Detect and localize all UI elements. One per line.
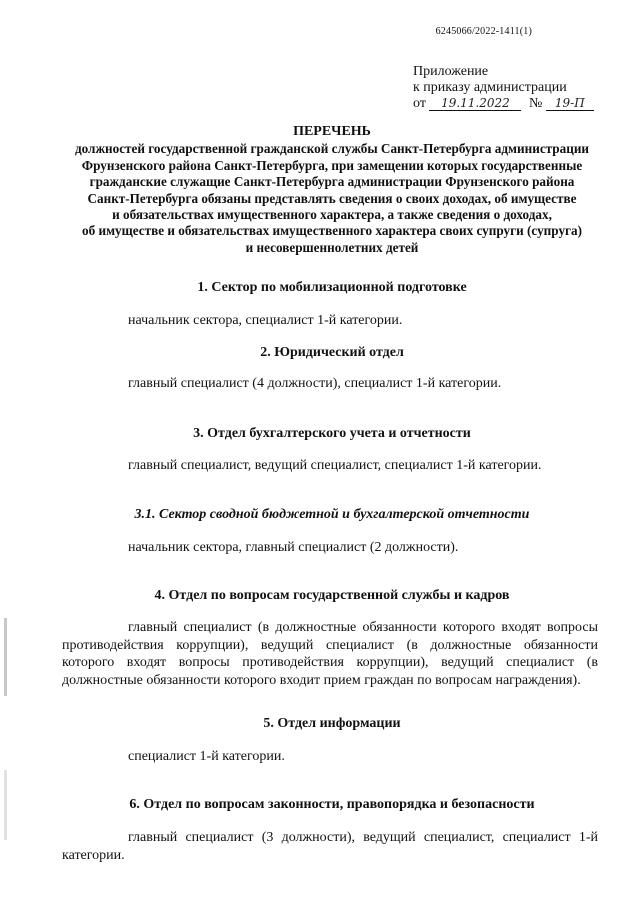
title-heading: ПЕРЕЧЕНЬ	[293, 124, 371, 139]
appendix-line-1: Приложение	[413, 64, 489, 79]
number-prefix: №	[528, 96, 543, 111]
section-2-heading: 2. Юридический отдел	[260, 345, 404, 360]
title-line: должностей государственной гражданской службы Санкт-Петербурга администрации	[74, 141, 590, 157]
section-4-positions: главный специалист (в должностные обязанности которого входят вопросы противодействия коррупции), ведущий специалист (в должностные обязанности которого входят вопросы противодействия коррупции), ведущий специалист (в должностные обязанности которого входит прием граждан по вопросам награждения).	[62, 620, 598, 688]
appendix-block	[413, 64, 594, 112]
section-6-heading: 6. Отдел по вопросам законности, правопорядка и безопасности	[129, 797, 535, 812]
title-line: Санкт-Петербурга обязаны представлять сведения о своих доходах, об имуществе	[87, 190, 577, 206]
section-3-1-heading: 3.1. Сектор сводной бюджетной и бухгалтерской отчетности	[134, 507, 530, 522]
section-3-1-positions: начальник сектора, главный специалист (2 должности).	[128, 540, 459, 555]
section-2-positions: главный специалист (4 должности), специалист 1-й категории.	[128, 376, 502, 391]
appendix-date-line	[413, 96, 594, 112]
section-6-positions: главный специалист (3 должности), ведущий специалист, специалист 1-й категории.	[62, 830, 598, 863]
document-number: 6245066/2022-1411(1)	[435, 26, 532, 37]
title-line: Фрунзенского района Санкт-Петербурга, при замещении которых государственные	[81, 157, 583, 173]
appendix-line-2: к приказу администрации	[413, 80, 567, 95]
title-line: гражданские служащие Санкт-Петербурга администрации Фрунзенского района	[89, 174, 575, 190]
scan-margin-mark	[4, 770, 7, 840]
document-title	[62, 124, 602, 256]
section-3-heading: 3. Отдел бухгалтерского учета и отчетности	[193, 426, 471, 441]
section-1-positions: начальник сектора, специалист 1-й категории.	[128, 313, 403, 328]
title-line: об имуществе и обязательствах имущественного характера своих супруги (супруга)	[81, 223, 583, 239]
section-4-heading: 4. Отдел по вопросам государственной службы и кадров	[154, 588, 510, 603]
section-1-heading: 1. Сектор по мобилизационной подготовке	[197, 280, 467, 295]
scan-margin-mark	[4, 618, 7, 696]
section-5-positions: специалист 1-й категории.	[128, 749, 285, 764]
date-prefix: от	[413, 96, 426, 111]
section-5-heading: 5. Отдел информации	[263, 716, 401, 731]
handwritten-number: 19-П	[546, 97, 594, 111]
title-line: и обязательствах имущественного характера, а также сведения о доходах,	[112, 207, 552, 223]
title-line: и несовершеннолетних детей	[245, 239, 419, 255]
handwritten-date: 19.11.2022	[429, 97, 521, 111]
section-3-positions: главный специалист, ведущий специалист, специалист 1-й категории.	[128, 458, 542, 473]
